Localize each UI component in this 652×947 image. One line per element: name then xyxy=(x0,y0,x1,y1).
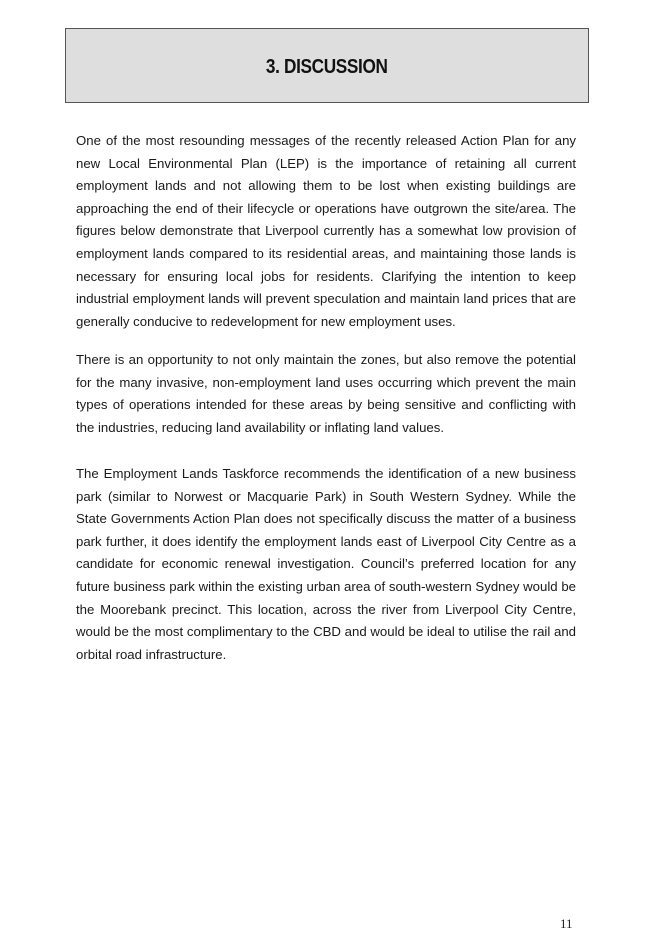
paragraph-land-uses: There is an opportunity to not only maintain the zones, but also remove the potential for the many invasive, non-employment land uses occurring which prevent the main types of operations intended for these areas by being sensitive and conflicting with the industries, reducing land availability or inflating land values. xyxy=(76,352,576,435)
section-heading-box xyxy=(65,28,589,103)
section-heading: 3. DISCUSSION xyxy=(266,55,388,78)
paragraph-action-plan: One of the most resounding messages of the recently released Action Plan for any new Local Environmental Plan (LEP) is the importance of retaining all current employment lands and not allowing them to be lost when existing buildings are approaching the end of their lifecycle or operations have outgrown the site/area. The figures below demonstrate that Liverpool currently has a somewhat low provision of employment lands compared to its residential areas, and maintaining those lands is necessary for ensuring local jobs for residents. Clarifying the intention to keep industrial employment lands will prevent speculation and maintain land prices that are generally conducive to redevelopment for new employment uses. xyxy=(76,133,576,329)
paragraph-business-park: The Employment Lands Taskforce recommends the identification of a new business park (similar to Norwest or Macquarie Park) in South Western Sydney. While the State Governments Action Plan does not specifically discuss the matter of a business park further, it does identify the employment lands east of Liverpool City Centre as a candidate for economic renewal investigation. Council’s preferred location for any future business park within the existing urban area of south-western Sydney would be the Moorebank precinct. This location, across the river from Liverpool City Centre, would be the most complimentary to the CBD and would be ideal to utilise the rail and orbital road infrastructure. xyxy=(76,466,576,662)
page-number: 11 xyxy=(560,916,573,931)
